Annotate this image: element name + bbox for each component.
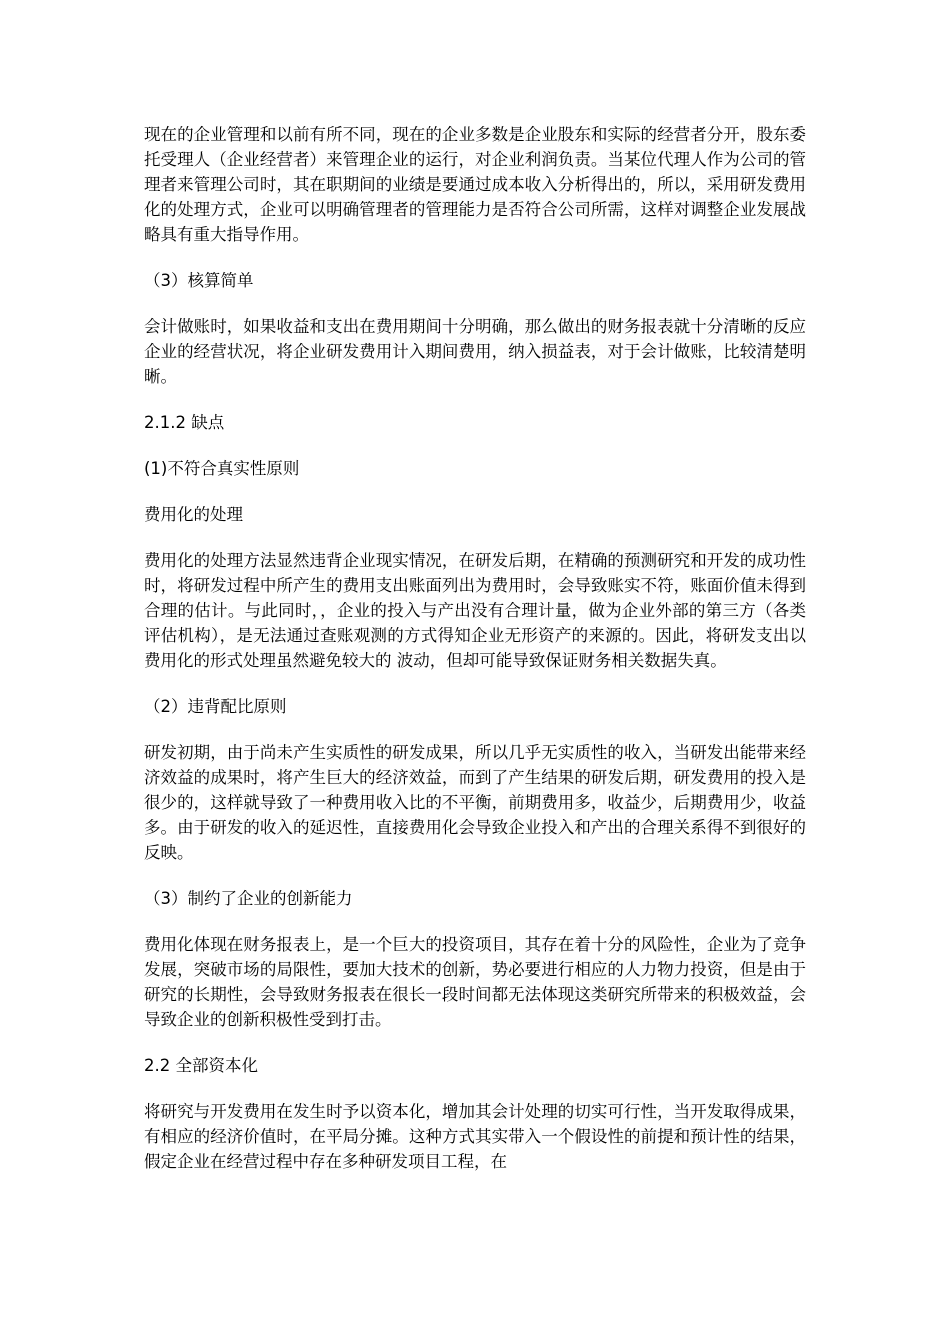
section-heading-full-capitalization: 2.2 全部资本化	[144, 1056, 258, 1075]
heading-innovation-constraint: （3）制约了企业的创新能力	[144, 889, 353, 908]
paragraph-capitalization-intro: 将研究与开发费用在发生时予以资本化，增加其会计处理的切实可行性，当开发取得成果，有相应的经济价值时，在平局分摊。这种方式其实带入一个假设性的前提和预计性的结果，假定企业在经营过程中存在多种研发项目工程，在	[144, 1102, 806, 1171]
heading-matching-principle: （2）违背配比原则	[144, 697, 287, 716]
paragraph-agency-management: 现在的企业管理和以前有所不同，现在的企业多数是企业股东和实际的经营者分开，股东委托受理人（企业经营者）来管理企业的运行，对企业利润负责。当某位代理人作为公司的管理者来管理公司时，其在职期间的业绩是要通过成本收入分析得出的，所以，采用研发费用化的处理方式，企业可以明确管理者的管理能力是否符合公司所需，这样对调整企业发展战略具有重大指导作用。	[144, 125, 806, 244]
heading-authenticity-principle: (1)不符合真实性原则	[144, 459, 300, 478]
section-heading-disadvantages: 2.1.2 缺点	[144, 413, 225, 432]
paragraph-accounting-clarity: 会计做账时，如果收益和支出在费用期间十分明确，那么做出的财务报表就十分清晰的反应企业的经营状况，将企业研发费用计入期间费用，纳入损益表，对于会计做账，比较清楚明晰。	[144, 317, 806, 386]
heading-expensing-treatment: 费用化的处理	[144, 505, 243, 524]
document-page	[144, 122, 806, 1195]
paragraph-innovation-risk: 费用化体现在财务报表上，是一个巨大的投资项目，其存在着十分的风险性，企业为了竞争发展，突破市场的局限性，要加大技术的创新，势必要进行相应的人力物力投资，但是由于研究的长期性，会导致财务报表在很长一段时间都无法体现这类研究所带来的积极效益，会导致企业的创新积极性受到打击。	[144, 935, 806, 1029]
paragraph-expensing-violates-reality: 费用化的处理方法显然违背企业现实情况，在研发后期，在精确的预测研究和开发的成功性时，将研发过程中所产生的费用支出账面列出为费用时，会导致账实不符，账面价值未得到合理的估计。与此同时，，企业的投入与产出没有合理计量，做为企业外部的第三方（各类评估机构），是无法通过查账观测的方式得知企业无形资产的来源的。因此，将研发支出以费用化的形式处理虽然避免较大的 波动，但却可能导致保证财务相关数据失真。	[144, 551, 806, 670]
heading-simple-accounting: （3）核算简单	[144, 271, 254, 290]
paragraph-matching-imbalance: 研发初期，由于尚未产生实质性的研发成果，所以几乎无实质性的收入，当研发出能带来经济效益的成果时，将产生巨大的经济效益，而到了产生结果的研发后期，研发费用的投入是很少的，这样就导致了一种费用收入比的不平衡，前期费用多，收益少，后期费用少，收益多。由于研发的收入的延迟性，直接费用化会导致企业投入和产出的合理关系得不到很好的反映。	[144, 743, 806, 862]
